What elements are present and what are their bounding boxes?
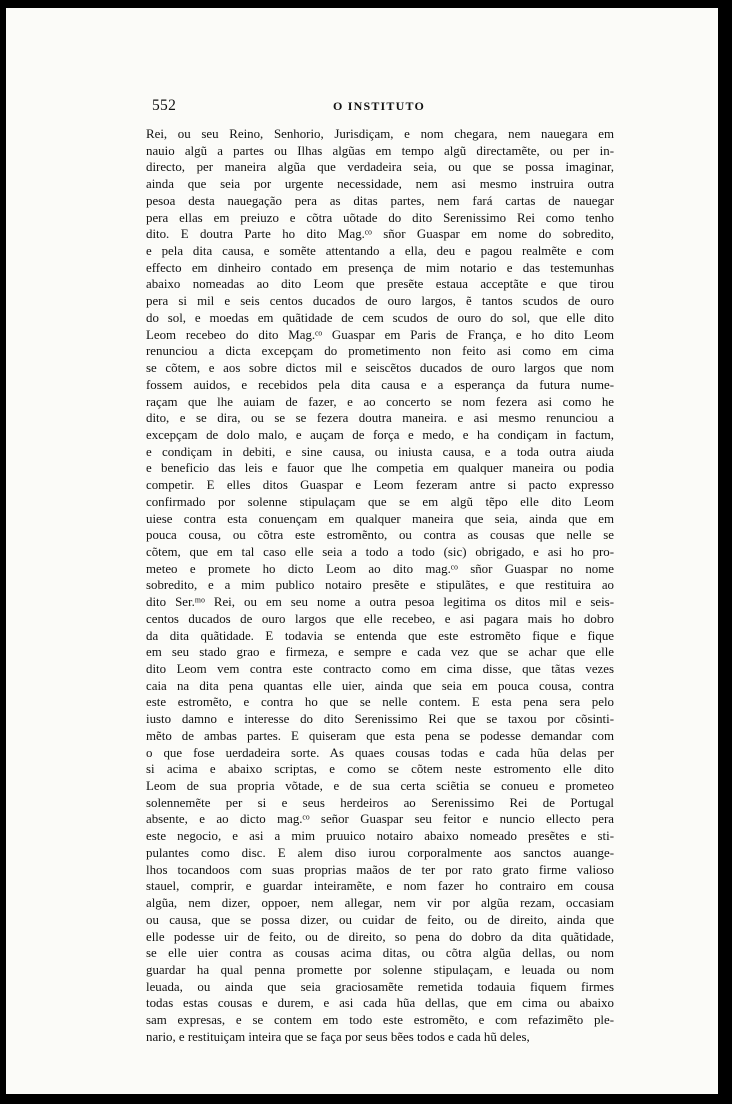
text-line: fossem auidos, e recebidos pela dita causa e a esperança da futura nume- bbox=[146, 377, 614, 392]
text-line: e pela dita causa, e somẽte attentando a ella, deu e pagou realmẽte e com bbox=[146, 244, 614, 259]
text-line: Leom de sua propria võtade, e de sua certa sciẽtia se conueu e prometeo bbox=[146, 779, 614, 794]
text-line: pera si mil e seis centos ducados de ouro largos, ẽ tantos scudos de ouro bbox=[146, 294, 614, 309]
text-line: se elle uier contra as cousas acima ditas, ou cõtra algũa dellas, ou nom bbox=[146, 946, 614, 961]
text-line: pouca cousa, ou cõtra este estromẽnto, ou contra as cousas que nelle se bbox=[146, 528, 614, 543]
text-line: raçam que lhe auiam de fazer, e ao concerto se nom fezera asi como he bbox=[146, 394, 614, 409]
text-line: nauio algũ a partes ou Ilhas algũas em tempo algũ directamẽte, ou per in- bbox=[146, 143, 614, 158]
text-line: meteo e promete ho dicto Leom ao dito mag.ᶜᵒ sñor Guaspar no nome bbox=[146, 561, 614, 576]
text-line: nario, e restituiçam inteira que se faça por seus bẽes todos e cada hũ deles, bbox=[146, 1029, 530, 1044]
text-line: iusto damno e interesse do dito Serenissimo Rei que se taxou por cõsinti- bbox=[146, 712, 614, 727]
text-line: si acima e abaixo scriptas, e como se cõtem neste estromento elle dito bbox=[146, 762, 614, 777]
page-number: 552 bbox=[152, 97, 177, 114]
document-page bbox=[6, 8, 718, 1094]
text-line: pulantes como disc. E alem diso iurou corporalmente aos sanctos auange- bbox=[146, 845, 614, 860]
text-line: algũa, nem dizer, oppoer, nem allegar, nem vir por algũa rezam, occasiam bbox=[146, 896, 614, 911]
text-line: dito, e se dira, ou se se fezera doutra maneira. e asi mesmo renunciou a bbox=[146, 411, 614, 426]
body-text bbox=[146, 126, 614, 1046]
text-line: se cõtem, e aos sobre dictos mil e seiscẽtos ducados de ouro largos que nom bbox=[146, 361, 614, 376]
text-line: da dita quãtidade. E todavia se entenda que este estromẽto fique e fique bbox=[146, 628, 614, 643]
text-line: renunciou a dicta excepçam do prometimento non feito asi como em cima bbox=[146, 344, 614, 359]
text-line: confirmado por solenne stipulaçam que se em algũ tẽpo elle dito Leom bbox=[146, 494, 614, 509]
page-header bbox=[142, 97, 610, 115]
text-line: sam expresas, e se contem em todo este estromẽto, e com refazimẽto ple- bbox=[146, 1013, 614, 1028]
text-line: sobredito, e a mim publico notairo presẽte e stipulãtes, e que restituira ao bbox=[146, 578, 614, 593]
text-line: lhos tocandoos com suas proprias maãos de ter por rato grato firme valioso bbox=[146, 862, 614, 877]
text-line: excepçam de dolo malo, e auçam de força e medo, e ha condiçam in factum, bbox=[146, 427, 614, 442]
text-line: ainda que seia por urgente necessidade, nem asi mesmo instruira outra bbox=[146, 177, 614, 192]
text-line: directo, per maneira algũa que verdadeira seia, ou que se possa imaginar, bbox=[146, 160, 614, 175]
text-line: competir. E elles ditos Guaspar e Leom fezeram antre si pacto expresso bbox=[146, 478, 614, 493]
text-line: caia na dita pena quantas elle uier, ainda que seia em pouca cousa, contra bbox=[146, 678, 614, 693]
text-line: elle podesse uir de feito, ou de direito, so pena do dobro da dita quãtidade, bbox=[146, 929, 614, 944]
running-title: O INSTITUTO bbox=[333, 99, 426, 113]
text-line: mẽto de ambas partes. E quiseram que esta pena se podesse demandar com bbox=[146, 728, 614, 743]
text-line: abaixo nomeadas ao dito Leom que presẽte estaua acceptãte e que tirou bbox=[146, 277, 614, 292]
text-line: guardar ha qual penna promette por solenne stipulaçam, e leuada ou nom bbox=[146, 962, 614, 977]
text-line: leuada, ou ainda que seia graciosamẽte remetida todauia fiquem firmes bbox=[146, 979, 614, 994]
text-line: Leom recebeo do dito Mag.ᶜᵒ Guaspar em Paris de França, e ho dito Leom bbox=[146, 327, 614, 342]
text-line: cõtem, que em tal caso elle seia a todo a todo (sic) obrigado, e asi ho pro- bbox=[146, 544, 614, 559]
text-line: dito. E doutra Parte ho dito Mag.ᶜᵒ sñor Guaspar em nome do sobredito, bbox=[146, 227, 614, 242]
text-line: uiese contra esta conuençam em qualquer maneira que seia, ainda que em bbox=[146, 511, 614, 526]
text-line: do sol, e moedas em quãtidade de cem scudos de ouro do sol, que elle dito bbox=[146, 310, 614, 325]
text-line: stauel, comprir, e guardar inteiramẽte, e nom fazer ho contrairo em cousa bbox=[146, 879, 614, 894]
text-line: Rei, ou seu Reino, Senhorio, Jurisdiçam, e nom chegara, nem nauegara em bbox=[146, 127, 614, 141]
text-line: dito Leom vem contra este contracto como em cima disse, que tãtas vezes bbox=[146, 662, 614, 676]
text-line: absente, e ao dicto mag.ᶜᵒ señor Guaspar seu feitor e nuncio ellecto pera bbox=[146, 812, 614, 827]
text-line: e condiçam in debiti, e sine causa, ou iniusta causa, e a toda outra aiuda bbox=[146, 444, 614, 459]
text-line: o que fose uerdadeira sorte. As quaes cousas todas e cada hũa delas per bbox=[146, 745, 614, 760]
text-line: effecto em dinheiro contado em presença de mim notario e das testemunhas bbox=[146, 260, 614, 275]
text-line: solennemẽte per si e seus herdeiros ao Serenissimo Rei de Portugal bbox=[146, 795, 614, 810]
text-line: em seu stado grao e firmeza, e sempre e cada vez que se achar que elle bbox=[146, 645, 614, 660]
text-line: ou causa, que se possa dizer, ou cuidar de feito, ou de direito, ainda que bbox=[146, 912, 614, 927]
text-line: este negocio, e asi a mim pruuico notairo abaixo nomeado presẽtes e sti- bbox=[146, 829, 614, 844]
text-line: pera ellas em preiuzo e cõtra uõtade do dito Serenissimo Rei como tenho bbox=[146, 210, 614, 225]
text-line: centos ducados de ouro largos que elle recebeo, e asi pagara mais ho dobro bbox=[146, 611, 614, 626]
text-line: este estromẽto, e contra ho que se nelle contem. E esta pena sera pelo bbox=[146, 695, 614, 710]
text-line: todas estas cousas e durem, e asi cada hũa dellas, que em cima ou abaixo bbox=[146, 996, 614, 1011]
text-line: pesoa desta nauegação pera as ditas partes, nem fará cartas de nauegar bbox=[146, 193, 614, 208]
text-line: e beneficio das leis e fauor que lhe competia em qualquer maneira ou podia bbox=[146, 461, 614, 476]
text-line: dito Ser.ᵐᵒ Rei, ou em seu nome a outra pesoa legitima os ditos mil e seis- bbox=[146, 595, 614, 610]
